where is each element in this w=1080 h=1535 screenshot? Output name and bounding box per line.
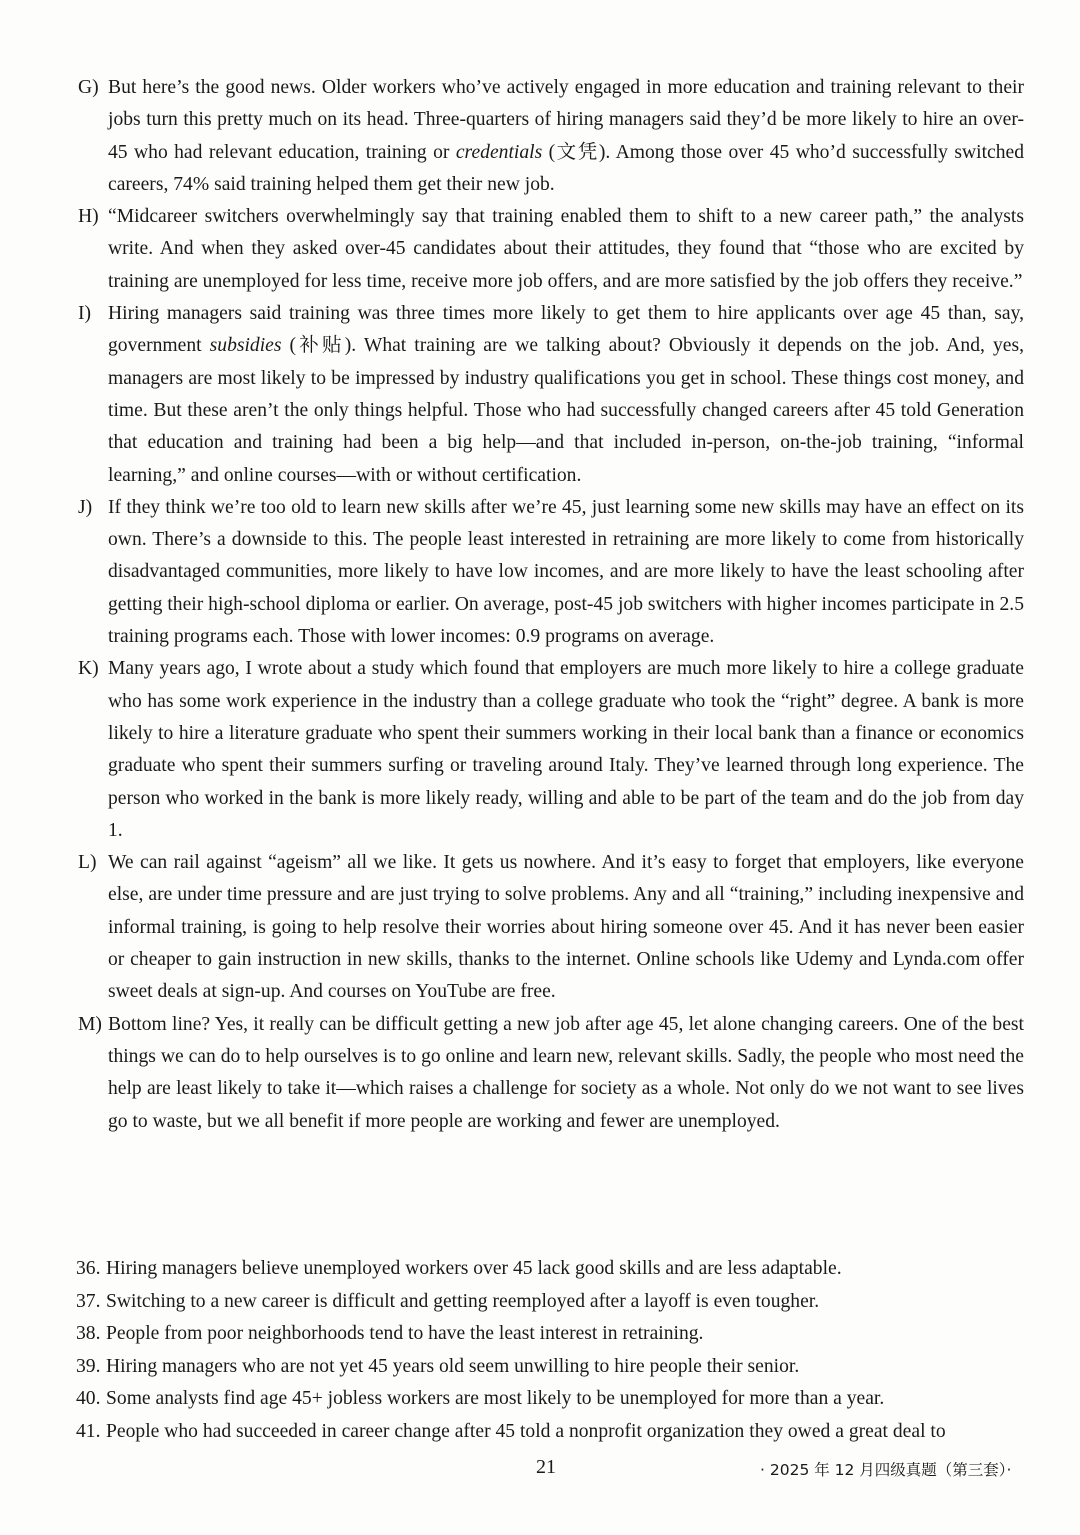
question-item <box>76 1286 1024 1319</box>
question-item <box>76 1318 1024 1351</box>
question-number: 40. <box>76 1388 101 1409</box>
paragraph-l <box>78 847 1024 1008</box>
paragraph-text: “Midcareer switchers overwhelmingly say that training enabled them to shift to a new career path,” the analysts write. And when they asked over-45 candidates about their attitudes, they found that “those who are excited by training are unemployed for less time, receive more job offers, and are more satisfied by the job offers they receive.” <box>108 206 1024 292</box>
passage-paragraphs <box>78 72 1024 1138</box>
question-text: People from poor neighborhoods tend to have the least interest in retraining. <box>106 1323 704 1344</box>
paragraph-text: Many years ago, I wrote about a study which found that employers are much more likely to hire a college graduate who has some work experience in the industry than a college graduate who took the “right” degree. A bank is more likely to hire a literature graduate who spent their summers working in their local bank than a finance or economics graduate who spent their summers surfing or traveling around Italy. They’ve learned through long experience. The person who worked in the bank is more likely ready, willing and able to be part of the team and do the job from day 1. <box>108 658 1024 841</box>
page-footer <box>0 1456 1080 1486</box>
italic-term: credentials <box>455 141 543 163</box>
question-item <box>76 1253 1024 1286</box>
paragraph-label: I) <box>78 303 92 325</box>
paragraph-text: If they think we’re too old to learn new skills after we’re 45, just learning some new skills may have an effect on its own. There’s a downside to this. The people least interested in retraining are more likely to come from historically disadvantaged communities, more likely to have low incomes, and are more likely to have the least schooling after getting their high-school diploma or earlier. On average, post-45 job switchers with higher incomes participate in 2.5 training programs each. Those with lower incomes: 0.9 programs on average. <box>108 496 1024 648</box>
question-list <box>76 1253 1024 1448</box>
exam-source-label: · 2025 年 12 月四级真题（第三套）· <box>760 1461 1012 1479</box>
paragraph-k <box>78 653 1024 847</box>
page-number: 21 <box>536 1456 556 1478</box>
italic-term: subsidies <box>209 335 282 357</box>
question-item <box>76 1416 1024 1449</box>
paragraph-label: K) <box>78 658 99 680</box>
paragraph-label: H) <box>78 206 99 228</box>
chinese-gloss: (文凭) <box>542 141 606 163</box>
question-text: Hiring managers who are not yet 45 years old seem unwilling to hire people their senior. <box>106 1355 800 1377</box>
paragraph-g <box>78 72 1024 201</box>
paragraph-label: G) <box>78 77 99 98</box>
paragraph-text: But here’s the good news. Older workers who’ve actively engaged in more education and training relevant to their jobs turn this pretty much on its head. Three-quarters of hiring managers said they’d be more likely to hire an over-45 who had relevant education, training or credentials (文凭). Among those over 45 who’d successfully switched careers, 74% said training helped them get their new job. <box>108 77 1025 195</box>
paragraph-i <box>78 298 1024 492</box>
question-number: 38. <box>76 1323 101 1344</box>
question-number: 36. <box>76 1258 101 1279</box>
paragraph-h <box>78 201 1024 298</box>
question-item <box>76 1383 1024 1416</box>
paragraph-label: M) <box>78 1013 102 1035</box>
paragraph-m <box>78 1009 1024 1138</box>
paragraph-text: We can rail against “ageism” all we like. It gets us nowhere. And it’s easy to forget that employers, like everyone else, are under time pressure and are just trying to solve problems. Any and all “training,” including inexpensive and informal training, is going to help resolve their worries about hiring someone over 45. And it has never been easier or cheaper to gain instruction in new skills, thanks to the internet. Online schools like Udemy and Lynda.com offer sweet deals at sign-up. And courses on YouTube are free. <box>108 852 1024 1003</box>
question-text: Hiring managers believe unemployed workers over 45 lack good skills and are less adaptable. <box>106 1258 842 1279</box>
question-text: Some analysts find age 45+ jobless workers are most likely to be unemployed for more than a year. <box>106 1388 885 1409</box>
question-text: Switching to a new career is difficult and getting reemployed after a layoff is even tougher. <box>106 1290 820 1312</box>
paragraph-label: J) <box>78 496 93 518</box>
chinese-gloss: (补贴) <box>281 335 352 357</box>
question-number: 37. <box>76 1290 101 1312</box>
paragraph-j <box>78 492 1024 653</box>
paragraph-text: Hiring managers said training was three times more likely to get them to hire applicants over age 45 than, say, government subsidies (补贴). What training are we talking about? Obviously it depends on the job. And, yes, managers are most likely to be impressed by industry qualifications you get in school. These things cost money, and time. But these aren’t the only things helpful. Those who had successfully changed careers after 45 told Generation that education and training had been a big help—and that included in-person, on-the-job training, “informal learning,” and online courses—with or without certification. <box>108 303 1024 486</box>
question-text: People who had succeeded in career change after 45 told a nonprofit organization they owed a great deal to <box>106 1420 946 1442</box>
question-number: 39. <box>76 1355 101 1377</box>
paragraph-label: L) <box>78 852 97 874</box>
question-item <box>76 1351 1024 1384</box>
question-number: 41. <box>76 1420 101 1442</box>
paragraph-text: Bottom line? Yes, it really can be difficult getting a new job after age 45, let alone changing careers. One of the best things we can do to help ourselves is to go online and learn new, relevant skills. Sadly, the people who most need the help are least likely to take it—which raises a challenge for society as a whole. Not only do we not want to see lives go to waste, but we all benefit if more people are working and fewer are unemployed. <box>108 1013 1024 1132</box>
